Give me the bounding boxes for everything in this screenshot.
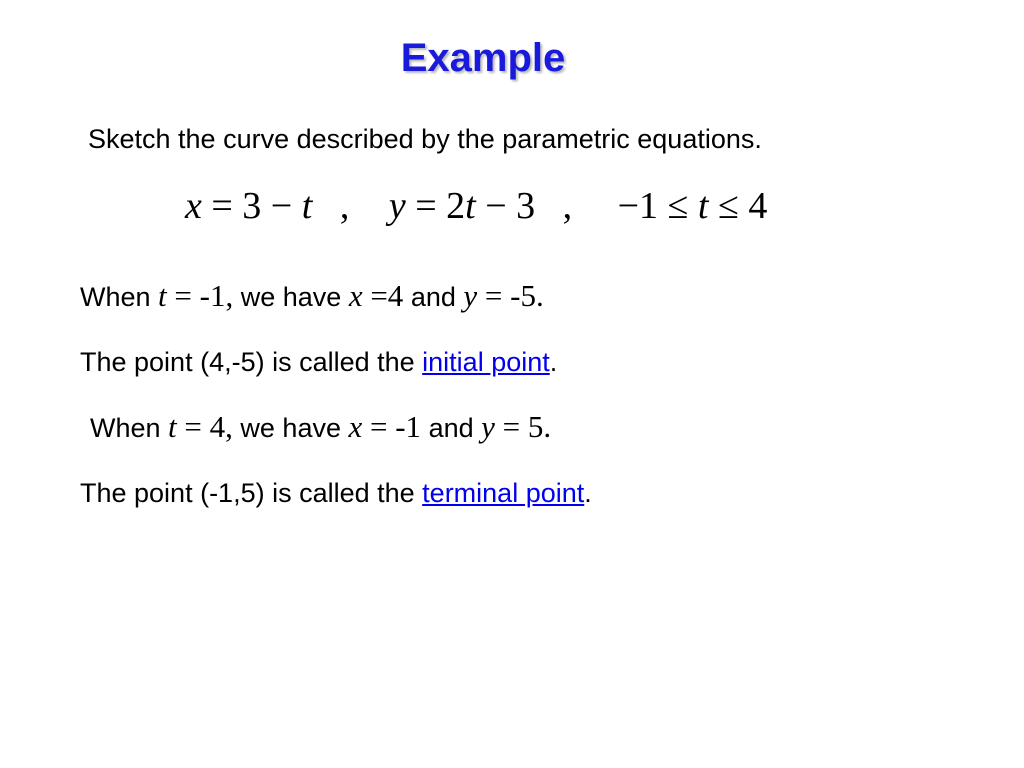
eq-y-t: t (465, 185, 476, 227)
eq-y-var: y (388, 185, 406, 227)
line3-t: t (168, 409, 177, 444)
parametric-equations (185, 184, 767, 228)
line3-we-have: we have (232, 413, 349, 443)
eq-y-rhs-b: − 3 (475, 185, 536, 227)
eq-x-var: x (185, 185, 202, 227)
line1-t: t (158, 278, 167, 313)
line1-x-val: =4 (362, 278, 404, 313)
line3-and: and (421, 413, 482, 443)
line3-x: x (348, 409, 363, 444)
line1-y-val: = -5. (477, 278, 544, 313)
line1-and: and (403, 282, 464, 312)
line3-when: When (90, 413, 169, 443)
eq-y-rhs-a: = 2 (405, 185, 466, 227)
eq-x-t: t (301, 185, 313, 227)
line1-x: x (348, 278, 363, 313)
line-terminal-point (80, 476, 592, 510)
initial-point-link[interactable]: initial point (422, 347, 550, 377)
slide-title: Example (400, 36, 566, 80)
line1-y: y (463, 278, 478, 313)
terminal-point-link[interactable]: terminal point (422, 478, 585, 508)
line1-we-have: we have (233, 282, 349, 312)
line4-text: The point (-1,5) is called the (80, 478, 423, 508)
line-when-t-4 (90, 410, 551, 445)
line3-y: y (481, 409, 495, 444)
line1-t-val: = -1, (166, 278, 234, 313)
eq-comma-2: , (562, 185, 573, 227)
eq-ineq-a: −1 ≤ (617, 185, 698, 227)
eq-ineq-t: t (697, 185, 709, 227)
line3-t-val: = 4, (176, 409, 233, 444)
eq-ineq-b: ≤ 4 (708, 185, 768, 227)
line1-when: When (80, 282, 159, 312)
eq-comma-1: , (339, 185, 350, 227)
line2-text: The point (4,-5) is called the (80, 347, 423, 377)
line-when-t-minus-1 (80, 279, 544, 314)
line2-period: . (549, 347, 558, 377)
intro-text: Sketch the curve described by the parametric equations. (88, 124, 762, 154)
eq-x-rhs: = 3 − (201, 185, 302, 227)
line4-period: . (584, 478, 592, 508)
line3-x-val: = -1 (362, 409, 422, 444)
line3-y-val: = 5. (494, 409, 552, 444)
line-initial-point (80, 345, 557, 379)
